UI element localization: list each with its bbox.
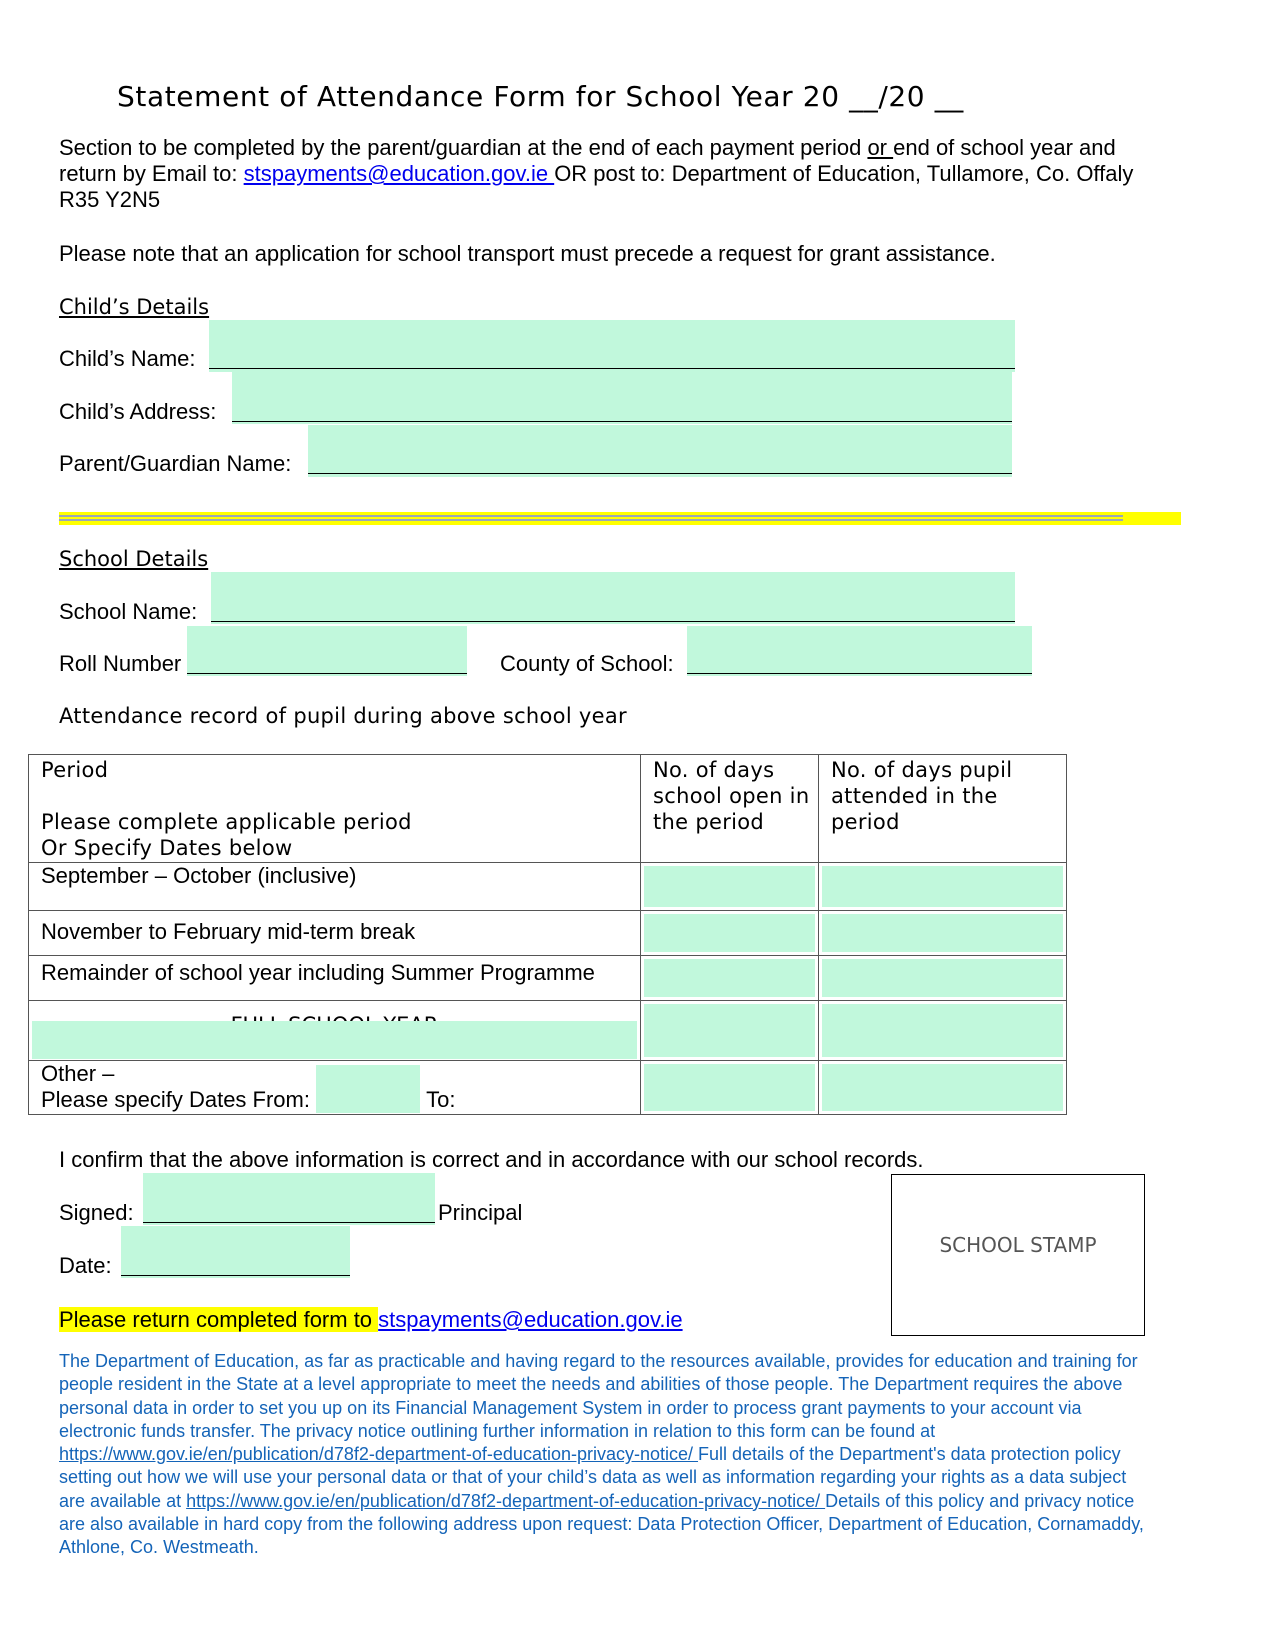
- or-text: or: [867, 135, 894, 160]
- return-email-link[interactable]: stspayments@education.gov.ie: [378, 1307, 683, 1332]
- email-link[interactable]: stspayments@education.gov.ie: [243, 161, 555, 186]
- roll-number-field[interactable]: [187, 626, 467, 676]
- date-underline: [121, 1275, 350, 1276]
- school-name-underline: [211, 621, 1015, 622]
- period-other: Other – Please specify Dates From: To:: [29, 1061, 641, 1115]
- full-year-field[interactable]: [32, 1021, 637, 1059]
- parent-name-label: Parent/Guardian Name:: [59, 451, 292, 476]
- days-attended-cell[interactable]: [819, 863, 1067, 911]
- form-title: [117, 80, 964, 113]
- days-open-cell[interactable]: [641, 956, 819, 1001]
- attendance-table: [28, 754, 1067, 1115]
- table-row: [29, 956, 1067, 1001]
- return-note: [59, 1307, 683, 1333]
- return-note-text: Please return completed form to: [59, 1307, 379, 1332]
- parent-name-field[interactable]: [308, 425, 1012, 477]
- county-field[interactable]: [687, 626, 1032, 676]
- days-attended-cell[interactable]: [819, 911, 1067, 956]
- parent-name-underline: [308, 473, 1012, 474]
- school-stamp-label: SCHOOL STAMP: [939, 1233, 1097, 1257]
- signature-underline: [143, 1222, 435, 1223]
- period-sep-oct: September – October (inclusive): [29, 863, 641, 911]
- privacy-link-2[interactable]: https://www.gov.ie/en/publication/d78f2-department-of-education-privacy-notice/: [186, 1490, 826, 1511]
- days-attended-header: No. of days pupil attended in the period: [819, 755, 1067, 863]
- days-attended-cell[interactable]: [819, 1061, 1067, 1115]
- county-underline: [687, 673, 1032, 674]
- days-open-cell[interactable]: [641, 863, 819, 911]
- table-header-row: [29, 755, 1067, 863]
- year-end-field[interactable]: __: [934, 80, 964, 113]
- school-name-field[interactable]: [211, 572, 1015, 624]
- year-start-field[interactable]: __: [849, 80, 878, 113]
- principal-label: Principal: [438, 1200, 523, 1225]
- school-stamp-box: [891, 1174, 1145, 1336]
- school-name-label: School Name:: [59, 599, 198, 624]
- roll-number-underline: [187, 673, 467, 674]
- days-attended-cell[interactable]: [819, 1001, 1067, 1061]
- intro-paragraph: Section to be completed by the parent/guardian at the end of each payment period or end of school year and return by Email to: stspayments@education.gov.ie OR post to: Department of Education, Tullamore, Co. Offaly R35 Y2N5: [59, 135, 1134, 212]
- signed-label: Signed:: [59, 1200, 134, 1225]
- date-label: Date:: [59, 1253, 112, 1278]
- title-mid: /20: [878, 80, 935, 113]
- attendance-caption: Attendance record of pupil during above school year: [59, 704, 627, 728]
- date-field[interactable]: [121, 1226, 350, 1278]
- childs-name-label: Child’s Name:: [59, 346, 196, 371]
- date-from-field[interactable]: [316, 1065, 420, 1113]
- privacy-notice: The Department of Education, as far as practicable and having regard to the resources available, provides for education and training for people resident in the State at a level appropriate to meet the needs and abilities of those people. The Department requires the above personal data in order to set you up on its Financial Management System in order to process grant payments to your account via electronic funds transfer. The privacy notice outlining further information in relation to this form can be found at https://www.gov.ie/en/publication/d78f2-department-of-education-privacy-notice/ Full details of the Department's data protection policy setting out how we will use your personal data or that of your child’s data as well as information regarding your rights as a data subject are available at https://www.gov.ie/en/publication/d78f2-department-of-education-privacy-notice/ Details of this policy and privacy notice are also available in hard copy from the following address upon request: Data Protection Officer, Department of Education, Cornamaddy, Athlone, Co. Westmeath.: [59, 1351, 1144, 1558]
- privacy-link-1[interactable]: https://www.gov.ie/en/publication/d78f2-department-of-education-privacy-notice/: [59, 1444, 699, 1465]
- childs-details-heading: Child’s Details: [59, 295, 210, 319]
- childs-name-field[interactable]: [209, 320, 1015, 372]
- childs-name-underline: [209, 368, 1015, 369]
- days-open-header: No. of days school open in the period: [641, 755, 819, 863]
- table-row: [29, 1001, 1067, 1061]
- confirmation-text: I confirm that the above information is correct and in accordance with our school records.: [59, 1147, 924, 1172]
- table-row: [29, 863, 1067, 911]
- transport-note: Please note that an application for school transport must precede a request for grant assistance.: [59, 241, 996, 266]
- childs-address-field[interactable]: [232, 372, 1012, 424]
- section-separator: [59, 512, 1181, 525]
- county-label: County of School:: [500, 651, 674, 676]
- school-details-heading: School Details: [59, 547, 209, 571]
- signature-field[interactable]: [143, 1173, 435, 1225]
- period-remainder: Remainder of school year including Summer Programme: [29, 956, 641, 1001]
- days-open-cell[interactable]: [641, 911, 819, 956]
- table-row: [29, 1061, 1067, 1115]
- period-nov-feb: November to February mid-term break: [29, 911, 641, 956]
- days-open-cell[interactable]: [641, 1001, 819, 1061]
- days-open-cell[interactable]: [641, 1061, 819, 1115]
- days-attended-cell[interactable]: [819, 956, 1067, 1001]
- title-prefix: Statement of Attendance Form for School Year 20: [117, 80, 850, 113]
- period-full-year: [29, 1001, 641, 1061]
- period-header: Period Please complete applicable period Or Specify Dates below: [29, 755, 641, 863]
- table-row: [29, 911, 1067, 956]
- roll-number-label: Roll Number: [59, 651, 182, 676]
- childs-address-underline: [232, 421, 1012, 422]
- childs-address-label: Child’s Address:: [59, 399, 217, 424]
